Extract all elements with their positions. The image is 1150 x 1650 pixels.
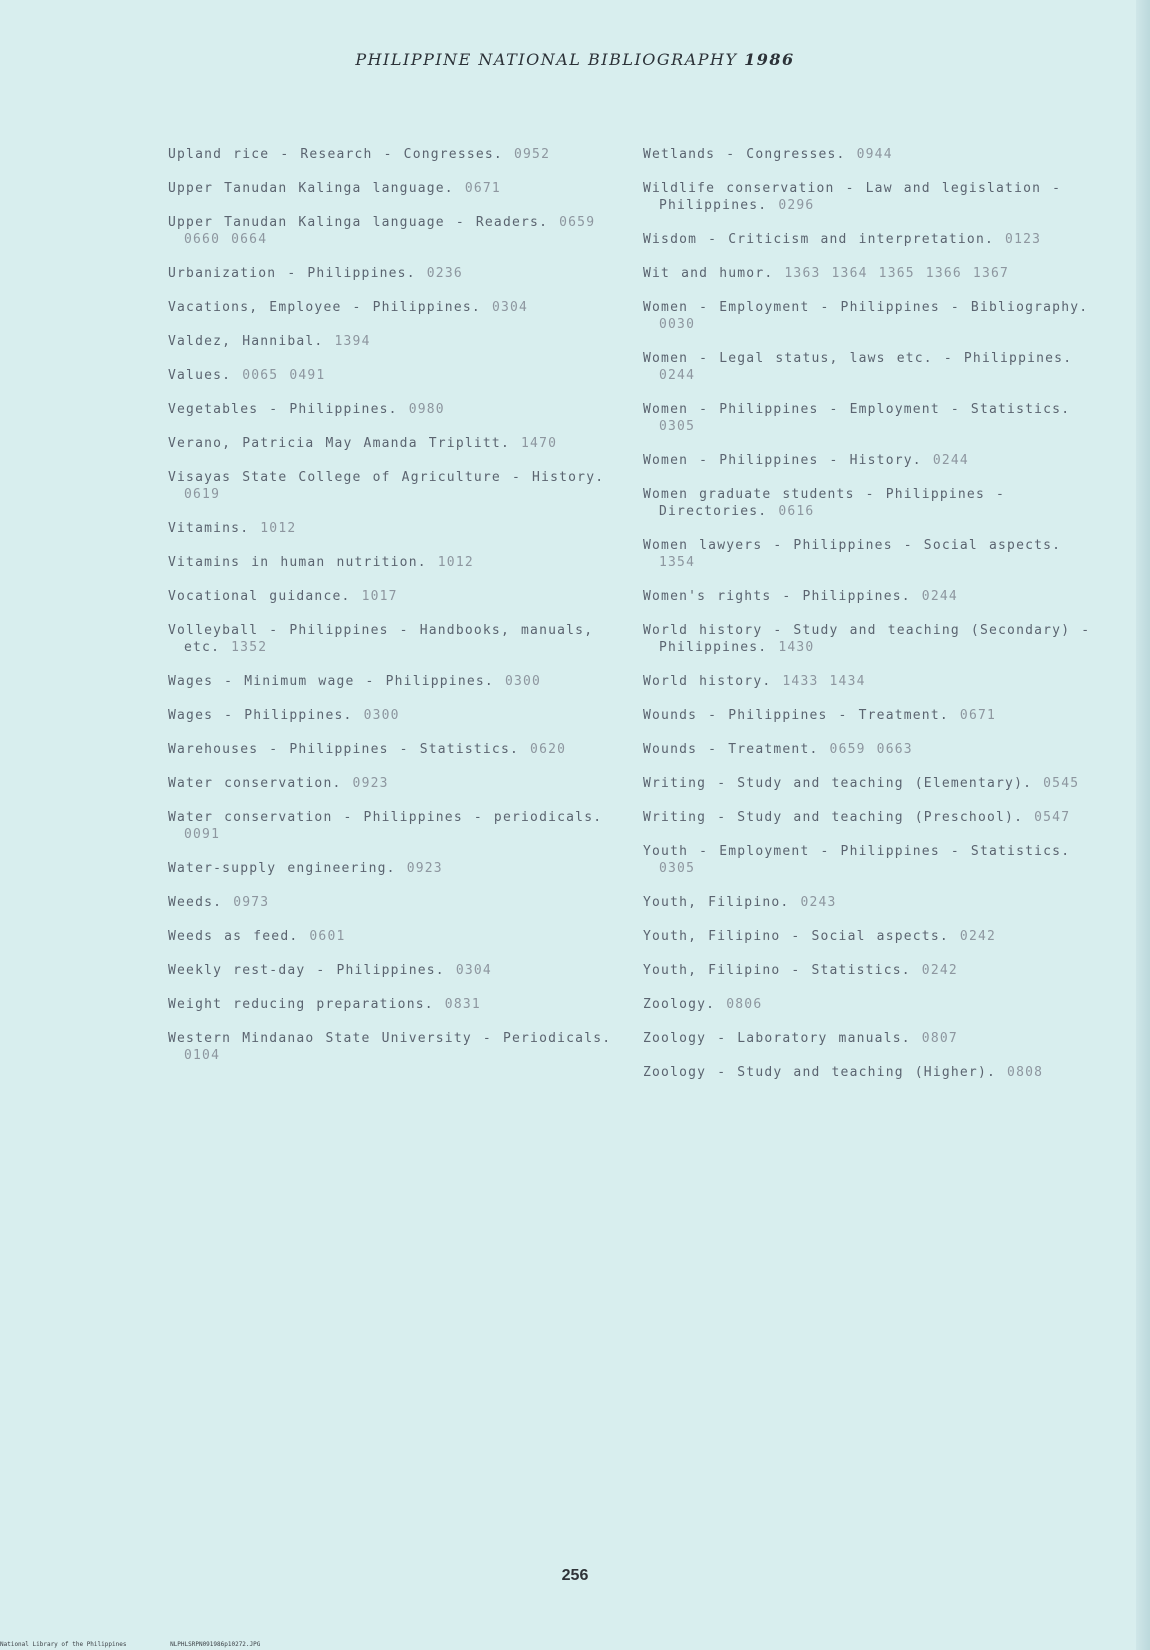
entry-reference-numbers: 0242 xyxy=(910,963,958,978)
entry-reference-numbers: 0671 xyxy=(453,181,501,196)
entry-heading: Wounds - Philippines - Treatment. xyxy=(643,708,949,723)
entry-reference-numbers: 1430 xyxy=(767,640,815,655)
entry-heading: Zoology. xyxy=(643,997,716,1012)
index-entry xyxy=(168,299,618,316)
index-entry xyxy=(643,843,1093,877)
index-entry xyxy=(643,299,1093,333)
right-index-column xyxy=(643,146,1093,1098)
entry-heading: Values. xyxy=(168,368,232,383)
index-entry xyxy=(168,741,618,758)
index-entry xyxy=(168,894,618,911)
entry-heading: Vegetables - Philippines. xyxy=(168,402,398,417)
index-entry xyxy=(643,146,1093,163)
index-entry xyxy=(643,707,1093,724)
index-entry xyxy=(168,707,618,724)
entry-reference-numbers: 0305 xyxy=(659,861,696,876)
index-entry xyxy=(168,996,618,1013)
entry-heading: Youth, Filipino. xyxy=(643,895,790,910)
index-entry xyxy=(168,146,618,163)
entry-reference-numbers: 0236 xyxy=(415,266,463,281)
entry-reference-numbers: 0980 xyxy=(397,402,445,417)
entry-heading: Youth, Filipino - Statistics. xyxy=(643,963,911,978)
entry-heading: Western Mindanao State University - Periodicals. xyxy=(168,1031,612,1046)
entry-reference-numbers: 0304 xyxy=(444,963,492,978)
index-entry xyxy=(643,452,1093,469)
footer-library: National Library of the Philippines xyxy=(0,1641,127,1648)
entry-reference-numbers: 0923 xyxy=(341,776,389,791)
entry-heading: Wounds - Treatment. xyxy=(643,742,819,757)
entry-heading: Women - Philippines - Employment - Statistics. xyxy=(643,402,1071,417)
entry-reference-numbers: 0973 xyxy=(222,895,270,910)
entry-reference-numbers: 1012 xyxy=(249,521,297,536)
entry-heading: Vitamins in human nutrition. xyxy=(168,555,427,570)
entry-reference-numbers: 0659 0660 0664 xyxy=(184,215,596,247)
entry-reference-numbers: 1433 1434 xyxy=(771,674,866,689)
index-entry xyxy=(643,775,1093,792)
index-entry xyxy=(643,265,1093,282)
entry-reference-numbers: 0123 xyxy=(994,232,1042,247)
entry-reference-numbers: 0671 xyxy=(948,708,997,723)
entry-heading: Weight reducing preparations. xyxy=(168,997,434,1012)
index-entry xyxy=(168,180,618,197)
entry-heading: Weeds as feed. xyxy=(168,929,299,944)
entry-reference-numbers: 1012 xyxy=(426,555,474,570)
index-entry xyxy=(168,333,618,350)
entry-reference-numbers: 0831 xyxy=(433,997,481,1012)
entry-reference-numbers: 0244 xyxy=(910,589,958,604)
index-entry xyxy=(643,809,1093,826)
entry-reference-numbers: 1470 xyxy=(510,436,558,451)
entry-heading: Warehouses - Philippines - Statistics. xyxy=(168,742,520,757)
entry-heading: Zoology - Study and teaching (Higher). xyxy=(643,1065,997,1080)
index-entry xyxy=(168,367,618,384)
entry-heading: Women - Legal status, laws etc. - Philippines. xyxy=(643,351,1073,366)
index-entry xyxy=(168,860,618,877)
index-entry xyxy=(168,265,618,282)
entry-heading: Wisdom - Criticism and interpretation. xyxy=(643,232,995,247)
entry-reference-numbers: 0296 xyxy=(767,198,815,213)
index-entry xyxy=(643,1064,1093,1081)
entry-reference-numbers: 0601 xyxy=(298,929,346,944)
entry-reference-numbers: 0952 xyxy=(502,147,551,162)
index-entry xyxy=(643,180,1093,214)
entry-reference-numbers: 0620 xyxy=(519,742,567,757)
scan-footer xyxy=(0,1641,300,1648)
entry-heading: Women's rights - Philippines. xyxy=(643,589,911,604)
index-entry xyxy=(168,469,618,503)
index-entry xyxy=(643,231,1093,248)
index-entry xyxy=(168,622,618,656)
entry-reference-numbers: 0616 xyxy=(767,504,815,519)
index-entry xyxy=(168,401,618,418)
index-entry xyxy=(168,1030,618,1064)
index-entry xyxy=(643,996,1093,1013)
entry-reference-numbers: 0030 xyxy=(659,317,696,332)
entry-reference-numbers: 0243 xyxy=(789,895,837,910)
entry-heading: Wildlife conservation - Law and legislation - Philippines. xyxy=(643,181,1062,213)
entry-reference-numbers: 0065 0491 xyxy=(231,368,326,383)
entry-heading: Water-supply engineering. xyxy=(168,861,396,876)
entry-heading: Weekly rest-day - Philippines. xyxy=(168,963,445,978)
entry-heading: Writing - Study and teaching (Elementary). xyxy=(643,776,1033,791)
entry-heading: Women - Employment - Philippines - Bibliography. xyxy=(643,300,1089,315)
entry-reference-numbers: 0304 xyxy=(480,300,529,315)
index-entry xyxy=(168,928,618,945)
entry-heading: Wages - Minimum wage - Philippines. xyxy=(168,674,494,689)
index-entry xyxy=(168,554,618,571)
entry-reference-numbers: 0545 xyxy=(1032,776,1080,791)
entry-reference-numbers: 0808 xyxy=(996,1065,1044,1080)
entry-reference-numbers: 0244 xyxy=(659,368,696,383)
entry-reference-numbers: 1363 1364 1365 1366 1367 xyxy=(773,266,1010,281)
entry-heading: Valdez, Hannibal. xyxy=(168,334,324,349)
entry-reference-numbers: 0300 xyxy=(352,708,400,723)
entry-reference-numbers: 0659 0663 xyxy=(818,742,913,757)
entry-heading: Upper Tanudan Kalinga language. xyxy=(168,181,454,196)
entry-reference-numbers: 0104 xyxy=(184,1048,221,1063)
entry-heading: Upper Tanudan Kalinga language - Readers. xyxy=(168,215,549,230)
index-entry xyxy=(168,588,618,605)
entry-heading: Visayas State College of Agriculture - History. xyxy=(168,470,605,485)
entry-reference-numbers: 0619 xyxy=(184,487,221,502)
index-entry xyxy=(643,1030,1093,1047)
entry-reference-numbers: 0923 xyxy=(395,861,443,876)
index-entry xyxy=(643,741,1093,758)
entry-heading: Women - Philippines - History. xyxy=(643,453,922,468)
entry-reference-numbers: 0305 xyxy=(659,419,696,434)
index-entry xyxy=(643,622,1093,656)
left-index-column xyxy=(168,146,618,1081)
entry-heading: Upland rice - Research - Congresses. xyxy=(168,147,503,162)
index-entry xyxy=(643,894,1093,911)
entry-heading: World history - Study and teaching (Secondary) - Philippines. xyxy=(643,623,1091,655)
entry-heading: World history. xyxy=(643,674,772,689)
entry-heading: Weeds. xyxy=(168,895,223,910)
entry-reference-numbers: 0944 xyxy=(845,147,893,162)
entry-heading: Wages - Philippines. xyxy=(168,708,353,723)
index-entry xyxy=(643,486,1093,520)
entry-reference-numbers: 1394 xyxy=(323,334,371,349)
index-entry xyxy=(168,962,618,979)
index-entry xyxy=(643,588,1093,605)
entry-heading: Writing - Study and teaching (Preschool). xyxy=(643,810,1024,825)
entry-reference-numbers: 1354 xyxy=(659,555,696,570)
entry-heading: Urbanization - Philippines. xyxy=(168,266,416,281)
entry-heading: Zoology - Laboratory manuals. xyxy=(643,1031,911,1046)
index-entry xyxy=(168,775,618,792)
index-entry xyxy=(643,350,1093,384)
entry-heading: Women graduate students - Philippines - Directories. xyxy=(643,487,1006,519)
index-entry xyxy=(643,537,1093,571)
entry-heading: Vacations, Employee - Philippines. xyxy=(168,300,481,315)
entry-reference-numbers: 0300 xyxy=(493,674,542,689)
index-entry xyxy=(168,435,618,452)
index-entry xyxy=(168,673,618,690)
entry-reference-numbers: 0547 xyxy=(1023,810,1071,825)
entry-heading: Wit and humor. xyxy=(643,266,774,281)
entry-heading: Vocational guidance. xyxy=(168,589,351,604)
page-number: 256 xyxy=(561,1567,589,1584)
entry-heading: Wetlands - Congresses. xyxy=(643,147,846,162)
entry-heading: Verano, Patricia May Amanda Triplitt. xyxy=(168,436,510,451)
index-entry xyxy=(643,673,1093,690)
entry-reference-numbers: 0807 xyxy=(910,1031,958,1046)
entry-reference-numbers: 0806 xyxy=(715,997,763,1012)
entry-heading: Youth - Employment - Philippines - Statistics. xyxy=(643,844,1071,859)
entry-reference-numbers: 0091 xyxy=(184,827,221,842)
index-entry xyxy=(643,962,1093,979)
entry-heading: Volleyball - Philippines - Handbooks, manuals, etc. xyxy=(168,623,594,655)
index-entry xyxy=(168,214,618,248)
entry-heading: Water conservation - Philippines - periodicals. xyxy=(168,810,603,825)
index-entry xyxy=(168,809,618,843)
page-edge-shadow xyxy=(1136,0,1150,1650)
entry-heading: Youth, Filipino - Social aspects. xyxy=(643,929,949,944)
entry-reference-numbers: 1352 xyxy=(220,640,268,655)
entry-heading: Women lawyers - Philippines - Social aspects. xyxy=(643,538,1062,553)
index-entry xyxy=(643,928,1093,945)
index-entry xyxy=(643,401,1093,435)
entry-reference-numbers: 0244 xyxy=(921,453,969,468)
entry-heading: Vitamins. xyxy=(168,521,250,536)
bibliography-title: PHILIPPINE NATIONAL BIBLIOGRAPHY xyxy=(355,50,738,69)
entry-reference-numbers: 0242 xyxy=(948,929,997,944)
index-entry xyxy=(168,520,618,537)
entry-heading: Water conservation. xyxy=(168,776,342,791)
entry-reference-numbers: 1017 xyxy=(350,589,398,604)
footer-file-id: NLPHLSRPN091986p10272.JPG xyxy=(170,1641,261,1648)
bibliography-year: 1986 xyxy=(744,50,795,69)
page-header xyxy=(0,50,1150,69)
